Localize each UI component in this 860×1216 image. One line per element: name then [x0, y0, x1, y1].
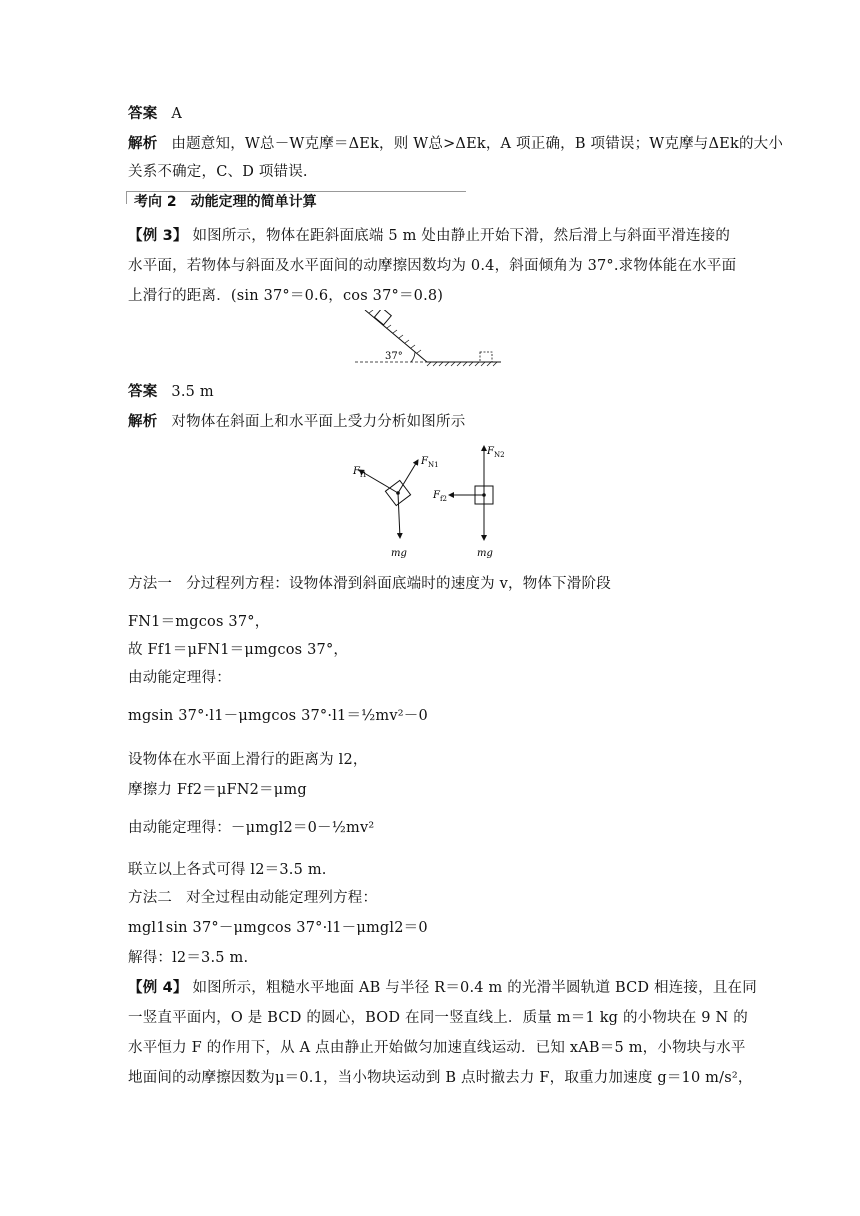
method1-eq7: 由动能定理得：－μmgl2＝0－½mv²: [128, 820, 375, 836]
method1-desc: 分过程列方程：设物体滑到斜面底端时的速度为 v，物体下滑阶段: [186, 576, 611, 592]
method1-eq1: FN1＝mgcos 37°，: [128, 614, 270, 630]
angle-arc: [411, 352, 415, 362]
block-final-position: [480, 352, 492, 362]
label-fn1: $F_{N1}$: [421, 456, 439, 469]
example3-line-3: 上滑行的距离．(sin 37°＝0.6，cos 37°＝0.8): [128, 288, 444, 304]
method2-desc: 对全过程由动能定理列方程：: [186, 890, 378, 906]
example4-line-4: 地面间的动摩擦因数为μ＝0.1，当小物块运动到 B 点时撤去力 F，取重力加速度 g＝10 m/s²，: [128, 1070, 753, 1086]
section-hook-decoration: [126, 192, 131, 204]
angle-label: 37°: [385, 351, 403, 362]
label-mg-1: mg: [391, 548, 407, 559]
method1-eq8: 联立以上各式可得 l2＝3.5 m.: [128, 862, 327, 878]
section-heading: [126, 191, 466, 212]
method1-eq2: 故 Ff1＝μFN1＝μmgcos 37°，: [128, 642, 349, 658]
method1-line: [128, 574, 738, 594]
answer-line-1: [128, 104, 738, 124]
block-on-incline: [374, 310, 391, 325]
example3-text-1: 如图所示，物体在距斜面底端 5 m 处由静止开始下滑，然后滑上与斜面平滑连接的: [192, 228, 731, 244]
example4-line-1: [128, 978, 757, 998]
explanation-text-1: 由题意知，W总－W克摩＝ΔEk，则 W总>ΔEk，A 项正确，B 项错误；W克摩与ΔEk的大小: [171, 136, 784, 152]
example4-line-3: 水平恒力 F 的作用下，从 A 点由静止开始做匀加速直线运动．已知 xAB＝5 m，小物块与水平: [128, 1040, 746, 1056]
answer-value: A: [171, 106, 183, 122]
explanation-label-2: 解析: [128, 414, 158, 430]
method1-eq6: 摩擦力 Ff2＝μFN2＝μmg: [128, 782, 307, 798]
example3-line-2: 水平面，若物体与斜面及水平面间的动摩擦因数均为 0.4，斜面倾角为 37°.求物体能在水平面: [128, 258, 737, 274]
method2-eq2: 解得：l2＝3.5 m.: [128, 950, 249, 966]
normal-arrow-1: [398, 460, 418, 493]
method1-eq3: 由动能定理得：: [128, 670, 231, 686]
example4-text-1: 如图所示，粗糙水平地面 AB 与半径 R＝0.4 m 的光滑半圆轨道 BCD 相连接，且在同: [192, 980, 757, 996]
incline-figure: [355, 310, 505, 372]
answer-line-2: [128, 382, 738, 402]
label-ff1: $F_{f1}$: [353, 466, 367, 479]
example4-tag: 【例 4】: [128, 980, 188, 996]
label-fn2: $F_{N2}$: [487, 446, 505, 459]
answer-value-2: 3.5 m: [171, 384, 214, 400]
example4-line-2: 一竖直平面内，O 是 BCD 的圆心，BOD 在同一竖直线上．质量 m＝1 kg 的小物块在 9 N 的: [128, 1010, 748, 1026]
explanation-line-1: [128, 134, 784, 154]
method2-title: 方法二: [128, 890, 173, 906]
force-diagram: [345, 440, 525, 562]
method1-eq4: mgsin 37°·l1－μmgcos 37°·l1＝½mv²－0: [128, 708, 428, 724]
explanation2-line: [128, 412, 738, 432]
label-mg-2: mg: [477, 548, 493, 559]
explanation-line-2: 关系不确定，C、D 项错误.: [128, 164, 308, 180]
method2-eq1: mgl1sin 37°－μmgcos 37°·l1－μmgl2＝0: [128, 920, 428, 936]
example3-line-1: [128, 226, 738, 246]
ground-hatching: [427, 362, 497, 366]
answer-label-2: 答案: [128, 384, 158, 400]
method2-line: [128, 888, 738, 908]
section-title: 考向 2 动能定理的简单计算: [134, 194, 317, 210]
explanation-label: 解析: [128, 136, 158, 152]
label-ff2: $F_{f2}$: [433, 490, 447, 503]
example3-tag: 【例 3】: [128, 228, 188, 244]
method1-eq5: 设物体在水平面上滑行的距离为 l2，: [128, 752, 368, 768]
method1-title: 方法一: [128, 576, 173, 592]
explanation2-intro: 对物体在斜面上和水平面上受力分析如图所示: [171, 414, 466, 430]
answer-label: 答案: [128, 106, 158, 122]
